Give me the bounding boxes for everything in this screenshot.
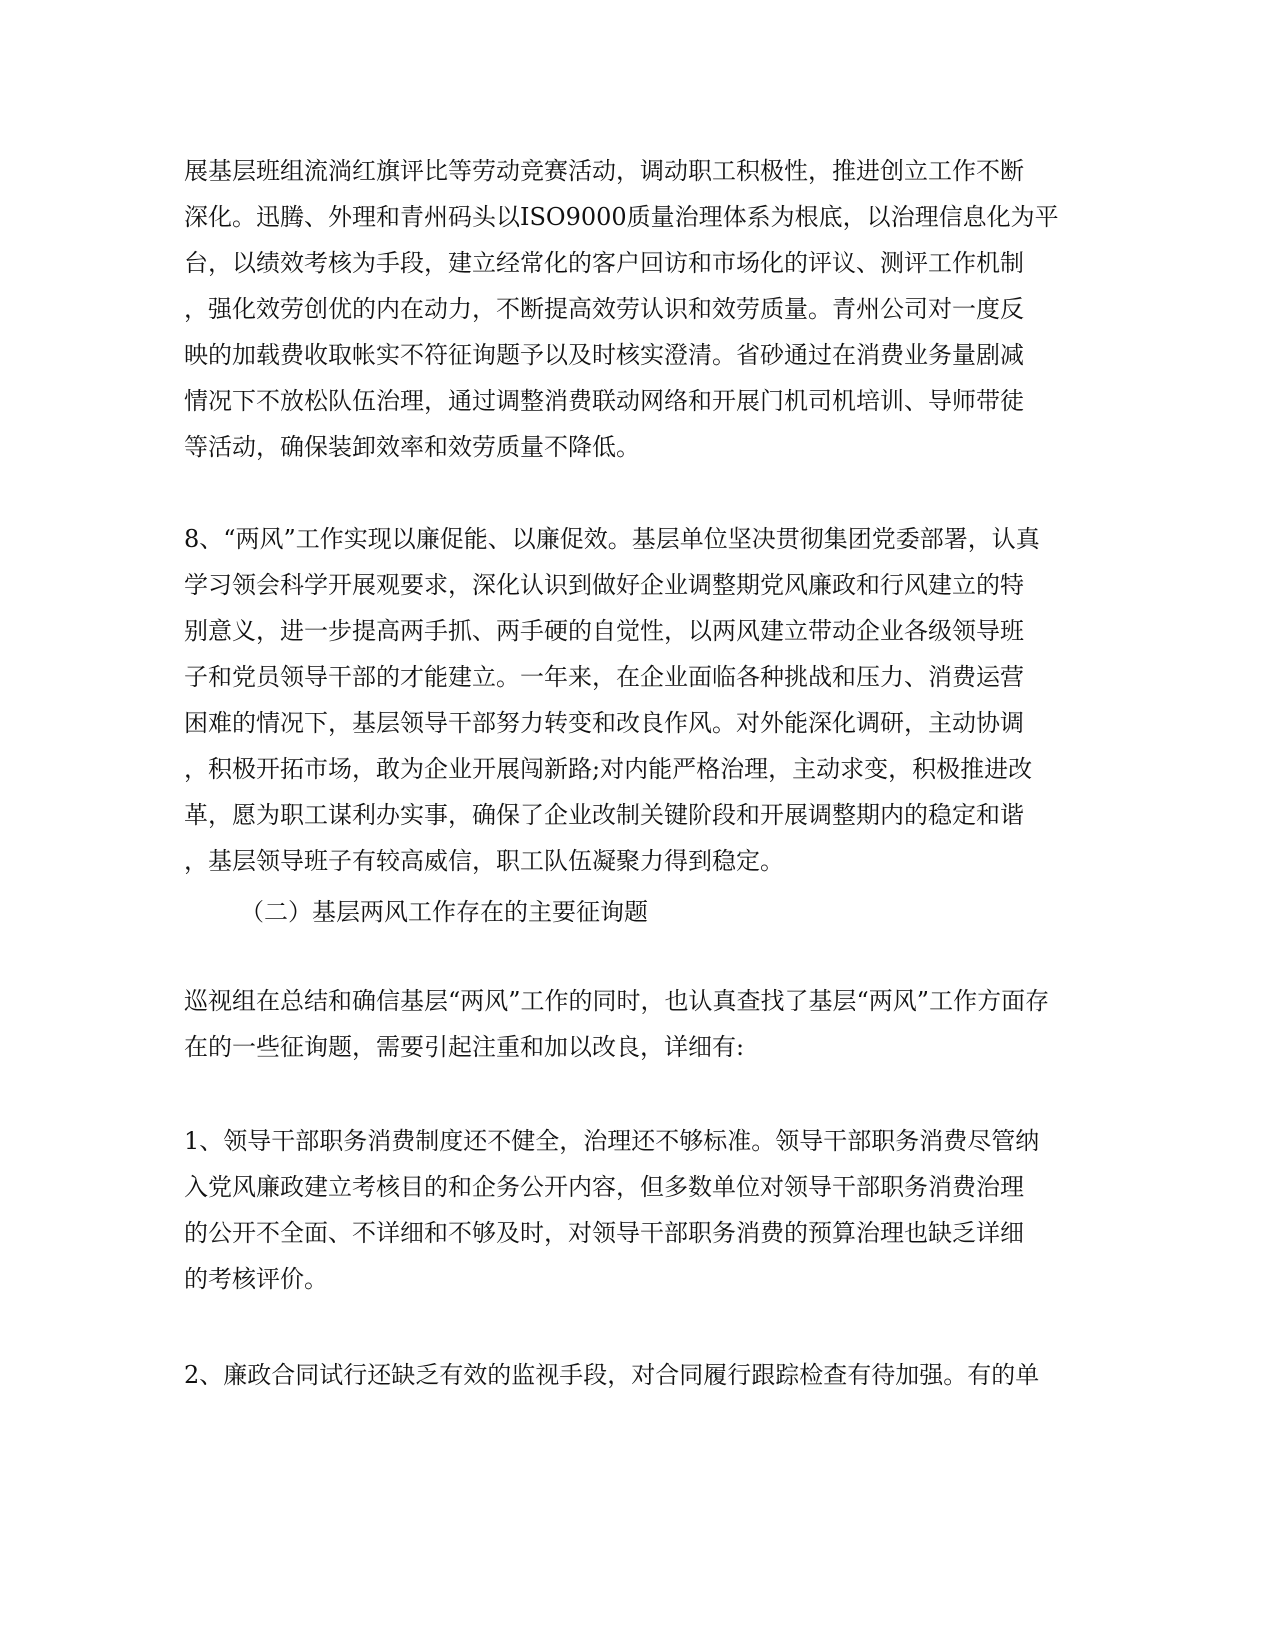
text-line: 1、领导干部职务消费制度还不健全，治理还不够标准。领导干部职务消费尽管纳 [184,1127,1040,1155]
text-line: ，积极开拓市场，敢为企业开展闯新路;对内能严格治理，主动求变，积极推进改 [184,755,1033,783]
text-line: 别意义，进一步提高两手抓、两手硬的自觉性，以两风建立带动企业各级领导班 [184,617,1024,645]
text-line: 学习领会科学开展观要求，深化认识到做好企业调整期党风廉政和行风建立的特 [184,571,1024,599]
text-line: 入党风廉政建立考核目的和企务公开内容，但多数单位对领导干部职务消费治理 [184,1173,1024,1201]
text-line: 8、“两风”工作实现以廉促能、以廉促效。基层单位坚决贯彻集团党委部署，认真 [184,525,1040,553]
text-line: ，强化效劳创优的内在动力，不断提高效劳认识和效劳质量。青州公司对一度反 [184,295,1024,323]
text-line: 展基层班组流淌红旗评比等劳动竞赛活动，调动职工积极性，推进创立工作不断 [184,157,1024,185]
text-line: 台，以绩效考核为手段，建立经常化的客户回访和市场化的评议、测评工作机制 [184,249,1024,277]
text-line: 困难的情况下，基层领导干部努力转变和改良作风。对外能深化调研，主动协调 [184,709,1024,737]
text-line: 2、廉政合同试行还缺乏有效的监视手段，对合同履行跟踪检查有待加强。有的单 [184,1361,1040,1389]
text-line: 深化。迅腾、外理和青州码头以ISO9000质量治理体系为根底，以治理信息化为平 [184,203,1059,231]
text-line: 的考核评价。 [184,1265,328,1293]
text-line: ，基层领导班子有较高威信，职工队伍凝聚力得到稳定。 [184,847,784,875]
text-line: 映的加载费收取帐实不符征询题予以及时核实澄清。省砂通过在消费业务量剧减 [184,341,1024,369]
text-line: 子和党员领导干部的才能建立。一年来，在企业面临各种挑战和压力、消费运营 [184,663,1024,691]
section-heading: （二）基层两风工作存在的主要征询题 [240,898,648,926]
text-line: 情况下不放松队伍治理，通过调整消费联动网络和开展门机司机培训、导师带徒 [184,387,1024,415]
text-line: 在的一些征询题，需要引起注重和加以改良，详细有: [184,1033,745,1061]
text-line: 等活动，确保装卸效率和效劳质量不降低。 [184,433,640,461]
text-line: 的公开不全面、不详细和不够及时，对领导干部职务消费的预算治理也缺乏详细 [184,1219,1024,1247]
text-line: 巡视组在总结和确信基层“两风”工作的同时，也认真查找了基层“两风”工作方面存 [184,987,1050,1015]
text-line: 革，愿为职工谋利办实事，确保了企业改制关键阶段和开展调整期内的稳定和谐 [184,801,1024,829]
